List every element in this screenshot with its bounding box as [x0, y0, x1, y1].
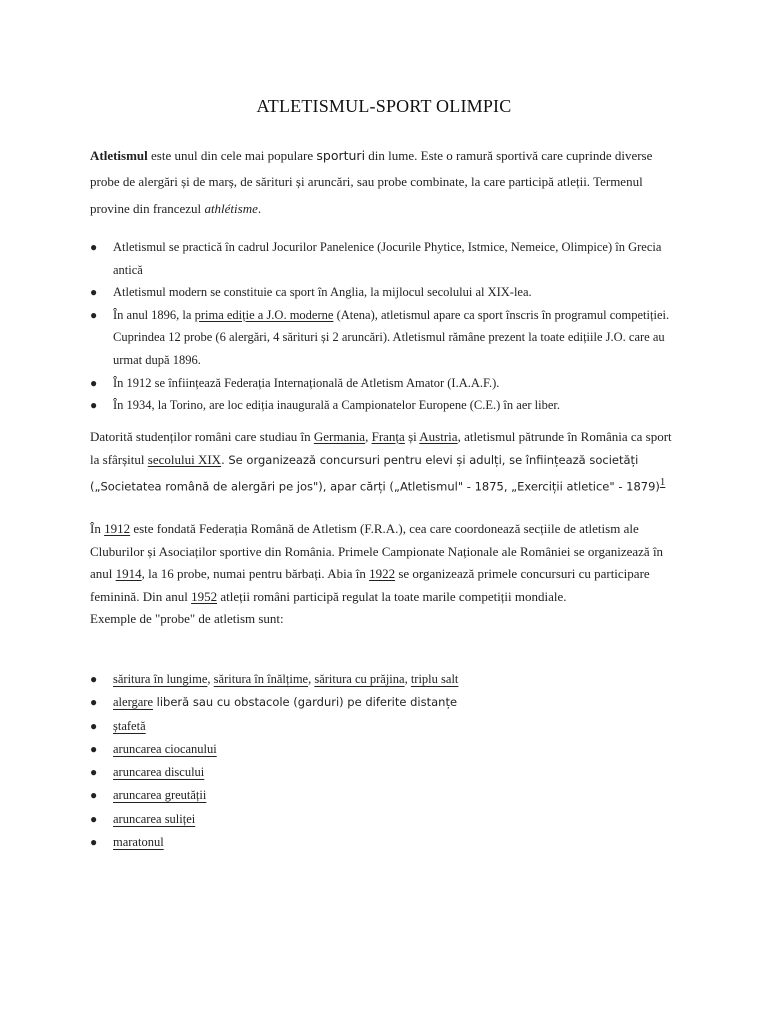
link-alergare[interactable]: alergare: [113, 695, 154, 710]
bullet-icon: ●: [90, 718, 98, 733]
french-term: athlétisme: [204, 200, 258, 216]
link-saritura-inaltime[interactable]: săritura în înălțime: [213, 672, 309, 686]
link-aruncarea-discului[interactable]: aruncarea discului: [113, 765, 205, 780]
events-list: [90, 668, 690, 854]
bullet-icon: ●: [90, 672, 98, 686]
list-item: [90, 738, 690, 761]
list-item: ● alergare liberă sau cu obstacole (garduri) pe diferite distanțe: [90, 691, 690, 714]
link-1922[interactable]: 1922: [369, 566, 396, 582]
link-maratonul[interactable]: maratonul: [113, 835, 164, 850]
bullet-icon: ●: [90, 788, 98, 803]
bullet-icon: ●: [90, 307, 98, 322]
link-germania[interactable]: Germania: [313, 429, 366, 444]
link-austria[interactable]: Austria: [419, 429, 458, 444]
link-aruncarea-greutatii[interactable]: aruncarea greutății: [113, 788, 207, 803]
bullet-icon: ●: [90, 835, 98, 850]
link-saritura-prajina[interactable]: săritura cu prăjina: [314, 672, 405, 686]
link-aruncarea-ciocanului[interactable]: aruncarea ciocanului: [113, 741, 217, 756]
bullet-icon: ●: [90, 375, 98, 390]
footnote-link[interactable]: 1: [659, 476, 666, 489]
list-item: ● În 1912 se înființează Federația Internațională de Atletism Amator (I.A.A.F.).: [90, 372, 690, 395]
link-sporturi[interactable]: sporturi: [316, 148, 366, 163]
examples-intro: Exemple de "probe" de atletism sunt:: [90, 611, 284, 627]
list-item: ● Atletismul se practică în cadrul Jocurilor Panelenice (Jocurile Phytice, Istmice, Nemeice, Olimpice) în Grecia antică: [90, 236, 690, 281]
bullet-icon: ●: [90, 398, 98, 413]
bullet-icon: ●: [90, 285, 98, 300]
page-title: ATLETISMUL-SPORT OLIMPIC: [256, 96, 512, 116]
federation-paragraph: În 1912 este fondată Federația Română de Atletism (F.R.A.), cea care coordonează secțiile de atletism ale Cluburilor și Asociaților sportive din România. Primele Campionate Naționale ale României se organizează în anul 1914, la 16 probe, numai pentru bărbați. Abia în 1922 se organizează primele concursuri cu participare feminină. Din anul 1952 atleții români participă regulat la toate marile competiții mondiale. Exemple de "probe" de atletism sunt:: [90, 521, 664, 627]
link-1952[interactable]: 1952: [191, 588, 218, 604]
list-item: [90, 784, 690, 807]
bullet-icon: ●: [90, 741, 98, 756]
bullet-icon: ●: [90, 765, 98, 780]
link-franta[interactable]: Franța: [371, 429, 405, 444]
link-1914[interactable]: 1914: [115, 566, 142, 582]
link-stafeta[interactable]: ștafetă: [113, 718, 146, 733]
list-item: [90, 761, 690, 784]
list-item: [90, 808, 690, 831]
intro-keyword: Atletismul: [90, 148, 148, 163]
list-item: [90, 715, 690, 738]
bullet-icon: ●: [90, 811, 98, 826]
link-secolul-xix[interactable]: secolului XIX: [147, 451, 222, 467]
romania-paragraph: Datorită studenților români care studiau în Germania, Franța și Austria, atletismul pătrunde în România ca sport la sfârșitul secolului XIX. Se organizează concursuri pentru elevi și adulți, se înființează societăți („Societatea română de alergări pe jos"), apar cărți („Atletismul" - 1875, „Exerciții atletice" - 1879)$^1$: [90, 429, 672, 494]
bullet-icon: ●: [90, 695, 98, 710]
link-prima-editie[interactable]: prima ediție a J.O. moderne: [194, 307, 334, 322]
link-saritura-lungime[interactable]: săritura în lungime: [113, 672, 208, 686]
history-list: [90, 236, 690, 417]
list-item: [90, 831, 690, 854]
bullet-icon: ●: [90, 240, 98, 254]
link-triplu-salt[interactable]: triplu salt: [410, 672, 459, 686]
list-item: ● Atletismul modern se constituie ca sport în Anglia, la mijlocul secolului al XIX-lea.: [90, 281, 690, 304]
list-item: ● săritura în lungime, săritura în înălțime, săritura cu prăjina, triplu salt: [90, 668, 690, 691]
link-1912[interactable]: 1912: [104, 521, 131, 536]
list-item: ● În 1934, la Torino, are loc ediția inaugurală a Campionatelor Europene (C.E.) în aer liber.: [90, 394, 690, 417]
link-aruncarea-sulitei[interactable]: aruncarea suliței: [113, 811, 196, 826]
intro-paragraph: Atletismul este unul din cele mai populare sporturi din lume. Este o ramură sportivă care cuprinde diverse probe de alergări și de marș, de sărituri și aruncări, sau probe combinate, la care participă atleții. Termenul provine din francezul athlétisme.: [90, 148, 653, 216]
list-item: ● În anul 1896, la prima ediție a J.O. moderne (Atena), atletismul apare ca sport înscris în programul competiției. Cuprindea 12 probe (6 alergări, 4 sărituri și 2 aruncări). Atletismul rămâne prezent la toate edițiile J.O. care au urmat după 1896.: [90, 304, 690, 372]
